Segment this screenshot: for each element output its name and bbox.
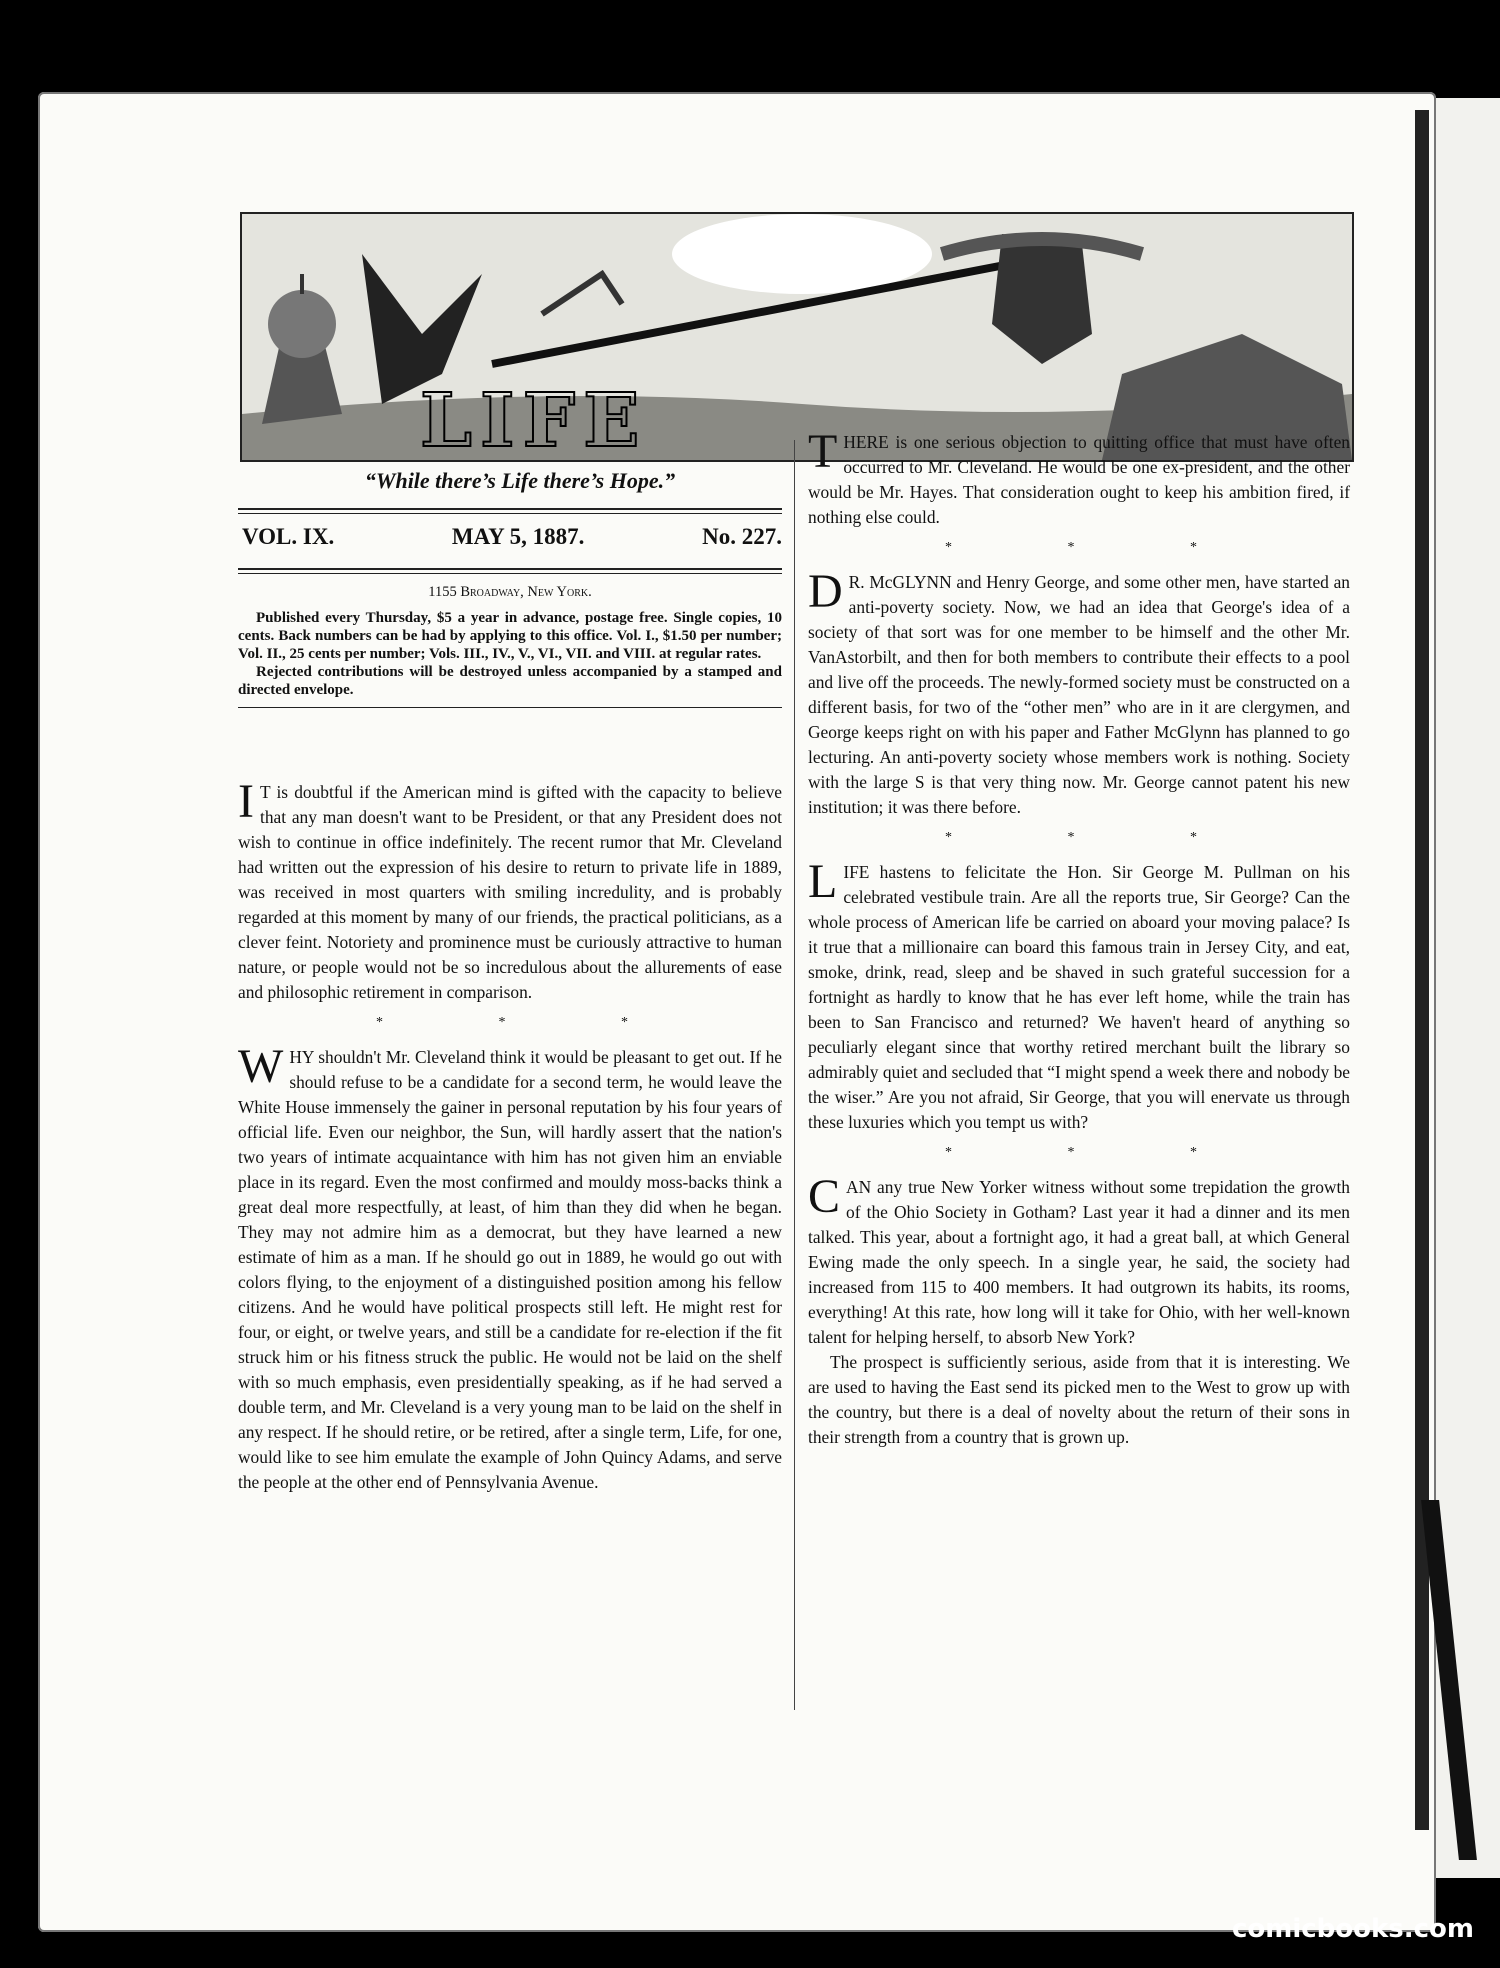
article-cleveland [238, 1040, 782, 1495]
section-separator: * * * [945, 830, 1253, 845]
article-pullman [808, 855, 1350, 1135]
article-ohio-society [808, 1170, 1350, 1350]
issue-dateline [242, 524, 782, 550]
publication-notice [238, 568, 782, 711]
drop-cap: I [238, 775, 254, 828]
left-column [238, 775, 782, 1495]
drop-cap: L [808, 855, 838, 908]
drop-cap: D [808, 565, 843, 618]
column-divider [794, 440, 795, 1710]
article-text: R. McGLYNN and Henry George, and some other men, have started an anti-poverty society. Now, we had an idea that George's idea of a society of that sort was for one member to be himself and the other Mr. VanAstorbilt, and then for both members to contribute their effects to a pool and live off the proceeds. The newly-formed society must be constructed on a different basis, for two of the “other men” who are in it are clergymen, and George keeps right on with his paper and Father McGlynn has planned to go lecturing. An anti-poverty society whose members work is nothing. Society with the large S is that very thing now. Mr. George cannot patent his new institution; it was there before. [808, 572, 1350, 817]
article-text: HERE is one serious objection to quitting office that must have often occurred to Mr. Cleveland. He would be one ex-president, and the other would be Mr. Hayes. That consideration ought to keep his ambition fired, if nothing else could. [808, 432, 1350, 527]
rejected-contributions-text: Rejected contributions will be destroyed unless accompanied by a stamped and directed envelope. [238, 664, 782, 698]
masthead-engraving [242, 214, 1352, 460]
article-text: T is doubtful if the American mind is gifted with the capacity to believe that any man doesn't want to be President, or that any President does not wish to continue in office indefinitely. The recent rumor that Mr. Cleveland had written out the expression of his desire to return to private life in 1889, was received in most quarters with smiling incredulity, and is probably regarded at this moment by many of our friends, the practical politicians, as a clever feint. Notoriety and prominence must be curiously attractive to human nature, or people would not be so incredulous about the allurements of ease and philosophic retirement in comparison. [238, 782, 782, 1002]
article-text: HY shouldn't Mr. Cleveland think it would be pleasant to get out. If he should refuse to be a candidate for a second term, he would leave the White House immensely the gainer in personal reputation by his four years of official life. Even our neighbor, the Sun, will hardly assert that the nation's two years of intimate acquaintance with him has not given him an enviable place in its regard. Even the most confirmed and mouldy moss-backs think a great deal more respectfully, at least, of him than they did when he began. They may not admire him as a democrat, but they have learned a new estimate of him as a man. If he should go out in 1889, he would go out with colors flying, to the enjoyment of a distinguished position among his fellow citizens. And he would have political prospects still left. He might rest for four, or eight, or twelve years, and still be a candidate for re-election if the fit struck him or his fitness struck the public. He would not be laid on the shelf with so much emphasis, even presidentially speaking, as if he had served a double term, and Mr. Cleveland is a very young man to be laid on the shelf in any respect. If he should retire, or be retired, after a single term, Life, for one, would like to see him emulate the example of John Quincy Adams, and serve the people at the other end of Pennsylvania Avenue. [238, 1047, 782, 1492]
volume-number: VOL. IX. [242, 524, 335, 549]
section-separator: * * * [376, 1015, 684, 1030]
left-rule-top [238, 508, 782, 514]
magazine-motto: “While there’s Life there’s Hope.” [364, 468, 676, 493]
article-anti-poverty [808, 565, 1350, 820]
article-text: AN any true New Yorker witness without some trepidation the growth of the Ohio Society in Gotham? Last year it had a dinner and its men talked. This year, about a fortnight ago, it had a great ball, at which General Ewing made the only speech. In a single year, he said, the society had increased from 115 to 400 members. It had outgrown its habits, its rooms, everything! At this rate, how long will it take for Ohio, with her well-known talent for helping herself, to absorb New York? [808, 1177, 1350, 1347]
site-watermark: comicbooks.com [1231, 1914, 1474, 1944]
issue-date: MAY 5, 1887. [451, 524, 585, 549]
section-separator: * * * [945, 1145, 1253, 1160]
magazine-logo: LIFE [420, 378, 648, 464]
masthead-illustration [240, 212, 1354, 462]
dateline-rule [238, 568, 782, 574]
notice-rule [238, 707, 782, 711]
article-ex-president [808, 425, 1350, 530]
article-presidency [238, 775, 782, 1005]
closing-paragraph: The prospect is sufficiently serious, aside from that it is interesting. We are used to having the East send its picked men to the West to grow up with the country, but there is a deal of novelty about the return of their sons in their strength from a country that is grown up. [808, 1352, 1350, 1447]
binding-spine [1415, 110, 1429, 1830]
issue-number: No. 227. [702, 524, 782, 549]
section-separator: * * * [945, 540, 1253, 555]
drop-cap: T [808, 425, 838, 478]
office-address: 1155 Broadway, New York. [428, 584, 592, 600]
right-column [808, 425, 1350, 1450]
drop-cap: C [808, 1170, 841, 1223]
publication-info [238, 609, 782, 699]
drop-cap: W [238, 1040, 284, 1093]
article-text: IFE hastens to felicitate the Hon. Sir George M. Pullman on his celebrated vestibule train. Are all the reports true, Sir George? Can the whole process of American life be carried on aboard your moving palace? Is it true that a millionaire can board this famous train in Jersey City, and eat, smoke, drink, read, sleep and be shaved in such grateful succession for a fortnight as hardly to know that he has ever left home, while the train has been to San Francisco and returned? We haven't heard of anything so peculiarly elegant since that worthy retired merchant built the library so admirably quiet and secluded that “I might spend a week there and nobody be the wiser.” Are you not afraid, Sir George, that you will enervate us through these luxuries which you tempt us with? [808, 862, 1350, 1132]
subscription-text: Published every Thursday, $5 a year in advance, postage free. Single copies, 10 cents. Back numbers can be had by applying to this office. Vol. I., $1.50 per number; Vol. II., 25 cents per number; Vols. III., IV., V., VI., VII. and VIII. at regular rates. [238, 610, 782, 662]
